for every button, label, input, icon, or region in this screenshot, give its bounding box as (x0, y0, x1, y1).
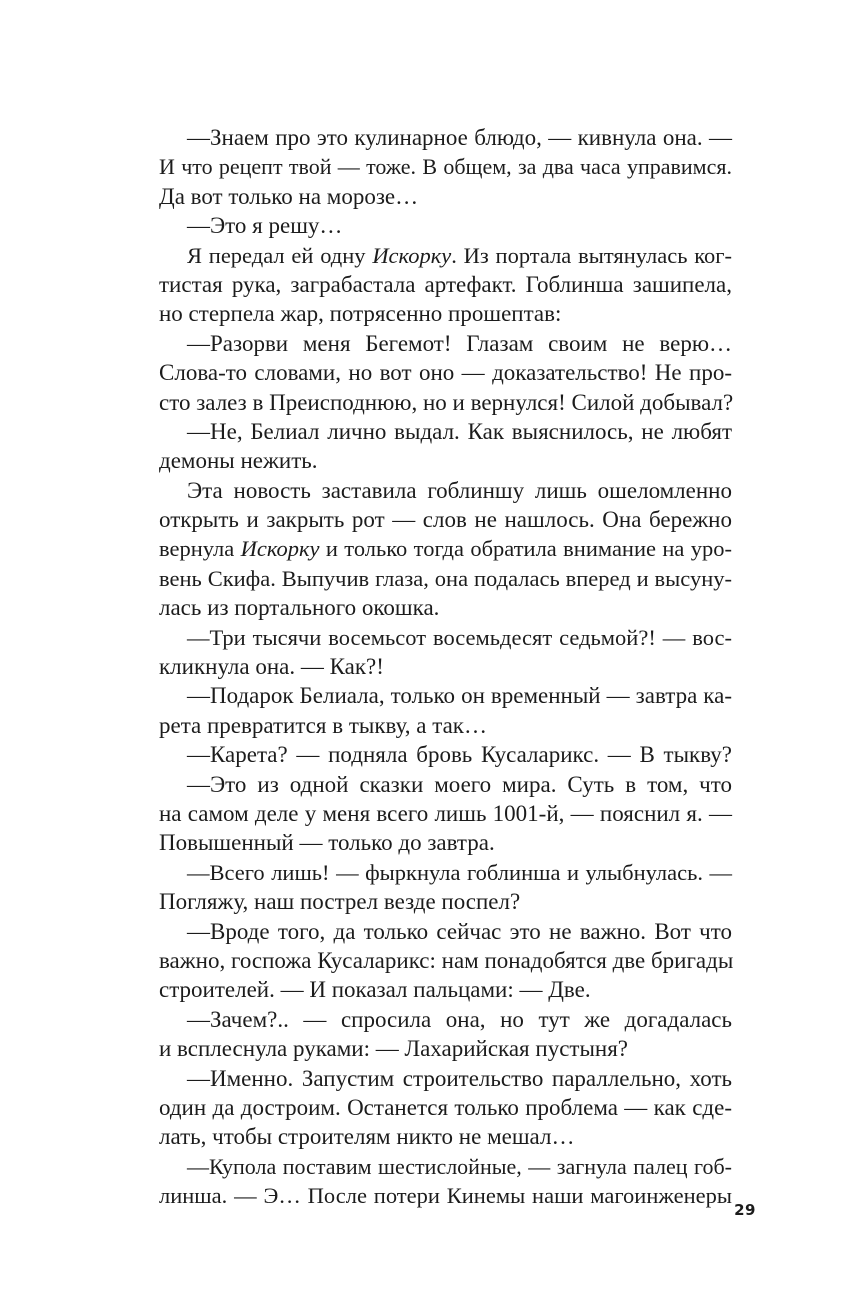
text-line: Повышенный — только до завтра. (159, 830, 495, 856)
text-line: кликнула она. — Как?! (159, 654, 384, 680)
text-line: —Разорви меня Бегемот! Глазам своим не верю… (187, 330, 732, 356)
text-line: Да вот только на морозе… (159, 183, 419, 209)
text-line: тистая рука, заграбастала артефакт. Гоблинша зашипела, (159, 271, 732, 297)
text-line: лать, чтобы строителям никто не мешал… (159, 1124, 575, 1150)
page-number: 29 (734, 1201, 756, 1219)
text-line: И что рецепт твой — тоже. В общем, за два часа управимся. (159, 154, 732, 180)
italic-term: Искорку (372, 242, 452, 268)
text-line: —Не, Белиал лично выдал. Как выяснилось, не любят (187, 418, 732, 444)
text-line: —Три тысячи восемьсот восемьдесят седьмой?! — вос- (187, 624, 732, 650)
text-segment: . Из портала вытянулась ког- (451, 242, 732, 268)
text-line: —Знаем про это кулинарное блюдо, — кивнула она. — (187, 125, 732, 150)
text-line: рета превратится в тыкву, а так… (159, 712, 487, 738)
text-line: один да достроим. Останется только проблема — как сде- (159, 1094, 732, 1120)
body-text (159, 123, 732, 1210)
text-line: сто залез в Преисподнюю, но и вернулся! Силой добывал? (159, 389, 734, 415)
text-line (159, 241, 732, 270)
text-segment: вернула (159, 536, 241, 562)
text-line: вень Скифа. Выпучив глаза, она подалась вперед и высуну- (159, 565, 732, 591)
text-line: линша. — Э… После потери Кинемы наши магоинженеры (159, 1183, 732, 1209)
text-line: —Карета? — подняла бровь Кусаларикс. — В тыкву? (187, 742, 732, 768)
text-line: лась из портального окошка. (159, 595, 440, 621)
text-line: строителей. — И показал пальцами: — Две. (159, 977, 591, 1003)
text-line: Слова-то словами, но вот оно — доказательство! Не про- (159, 360, 732, 386)
text-line: Погляжу, наш пострел везде поспел? (159, 889, 521, 915)
text-line: демоны нежить. (159, 448, 318, 474)
text-line: важно, госпожа Кусаларикс: нам понадобятся две бригады (159, 947, 734, 973)
text-line: —Зачем?.. — спросила она, но тут же догадалась (187, 1006, 732, 1032)
text-line: на самом деле у меня всего лишь 1001-й, — пояснил я. — (159, 800, 732, 826)
text-line: но стерпела жар, потрясенно прошептав: (159, 301, 562, 327)
text-line: —Купола поставим шестислойные, — загнула палец гоб- (187, 1153, 732, 1179)
text-line: —Это я решу… (187, 213, 343, 239)
text-line: —Именно. Запустим строительство параллельно, хоть (187, 1065, 732, 1091)
text-line: —Подарок Белиала, только он временный — завтра ка- (187, 683, 732, 709)
text-segment: Я передал ей одну (187, 242, 373, 268)
text-line: и всплеснула руками: — Лахарийская пустыня? (159, 1036, 629, 1062)
text-line: —Вроде того, да только сейчас это не важно. Вот что (187, 918, 732, 944)
italic-term: Искорку (240, 536, 320, 562)
text-line: —Это из одной сказки моего мира. Суть в том, что (187, 771, 732, 797)
text-line (159, 534, 732, 563)
text-line: открыть и закрыть рот — слов не нашлось. Она бережно (159, 507, 732, 533)
text-segment: и только тогда обратила внимание на уро- (319, 536, 732, 562)
text-line: —Всего лишь! — фыркнула гоблинша и улыбнулась. — (187, 859, 732, 885)
text-line: Эта новость заставила гоблиншу лишь ошеломленно (187, 477, 732, 503)
